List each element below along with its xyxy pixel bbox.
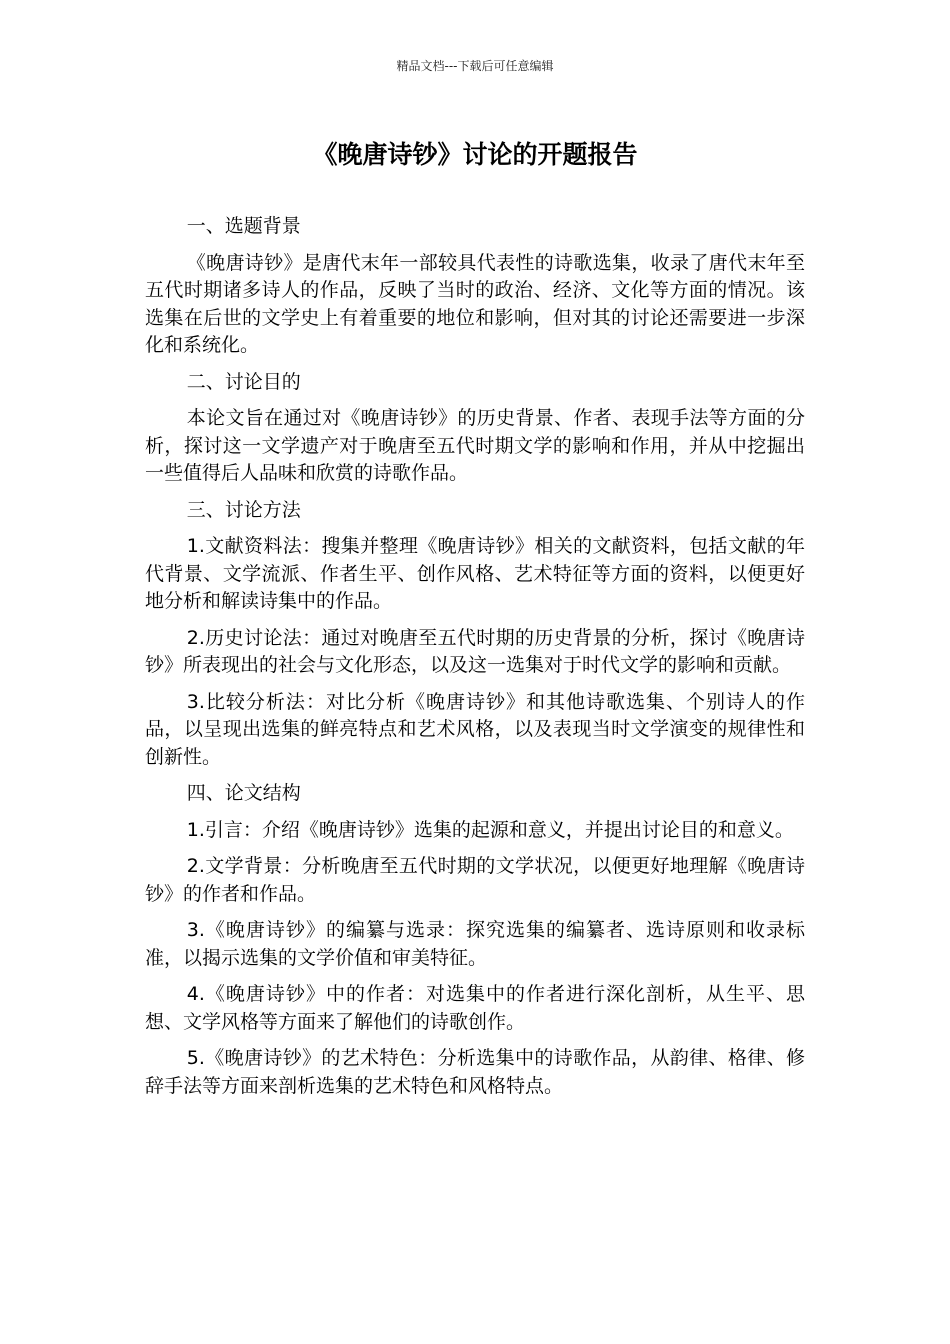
paragraph-purpose: 本论文旨在通过对《晚唐诗钞》的历史背景、作者、表现手法等方面的分析，探讨这一文学遗产对于晚唐至五代时期文学的影响和作用，并从中挖掘出一些值得后人品味和欣赏的诗歌作品。 (145, 407, 805, 484)
paragraph-method-literature: 1.文献资料法：搜集并整理《晚唐诗钞》相关的文献资料，包括文献的年代背景、文学流派、作者生平、创作风格、艺术特征等方面的资料，以便更好地分析和解读诗集中的作品。 (145, 535, 805, 612)
paragraph-structure-compilation: 3.《晚唐诗钞》的编纂与选录：探究选集的编纂者、选诗原则和收录标准，以揭示选集的文学价值和审美特征。 (145, 919, 805, 969)
section-heading-background: 一、选题背景 (186, 215, 301, 237)
paragraph-background: 《晚唐诗钞》是唐代末年一部较具代表性的诗歌选集，收录了唐代末年至五代时期诸多诗人的作品，反映了当时的政治、经济、文化等方面的情况。该选集在后世的文学史上有着重要的地位和影响，但对其的讨论还需要进一步深化和系统化。 (145, 251, 805, 356)
section-heading-structure: 四、论文结构 (186, 782, 301, 804)
paragraph-method-history: 2.历史讨论法：通过对晚唐至五代时期的历史背景的分析，探讨《晚唐诗钞》所表现出的社会与文化形态，以及这一选集对于时代文学的影响和贡献。 (145, 626, 805, 676)
section-heading-methods: 三、讨论方法 (186, 498, 301, 521)
document-body (145, 213, 805, 1109)
section-heading-purpose: 二、讨论目的 (186, 370, 301, 393)
paragraph-method-comparison: 3.比较分析法：对比分析《晚唐诗钞》和其他诗歌选集、个别诗人的作品，以呈现出选集的鲜亮特点和艺术风格，以及表现当时文学演变的规律性和创新性。 (145, 690, 805, 768)
paragraph-structure-intro: 1.引言：介绍《晚唐诗钞》选集的起源和意义，并提出讨论目的和意义。 (186, 818, 794, 841)
paragraph-structure-authors: 4.《晚唐诗钞》中的作者：对选集中的作者进行深化剖析，从生平、思想、文学风格等方面来了解他们的诗歌创作。 (145, 983, 805, 1033)
paragraph-structure-background: 2.文学背景：分析晚唐至五代时期的文学状况，以便更好地理解《晚唐诗钞》的作者和作品。 (145, 855, 805, 905)
header-note: 精品文档---下载后可任意编辑 (396, 59, 554, 73)
paragraph-structure-artistry: 5.《晚唐诗钞》的艺术特色：分析选集中的诗歌作品，从韵律、格律、修辞手法等方面来剖析选集的艺术特色和风格特点。 (145, 1047, 805, 1097)
document-title: 《晚唐诗钞》讨论的开题报告 (312, 140, 638, 169)
